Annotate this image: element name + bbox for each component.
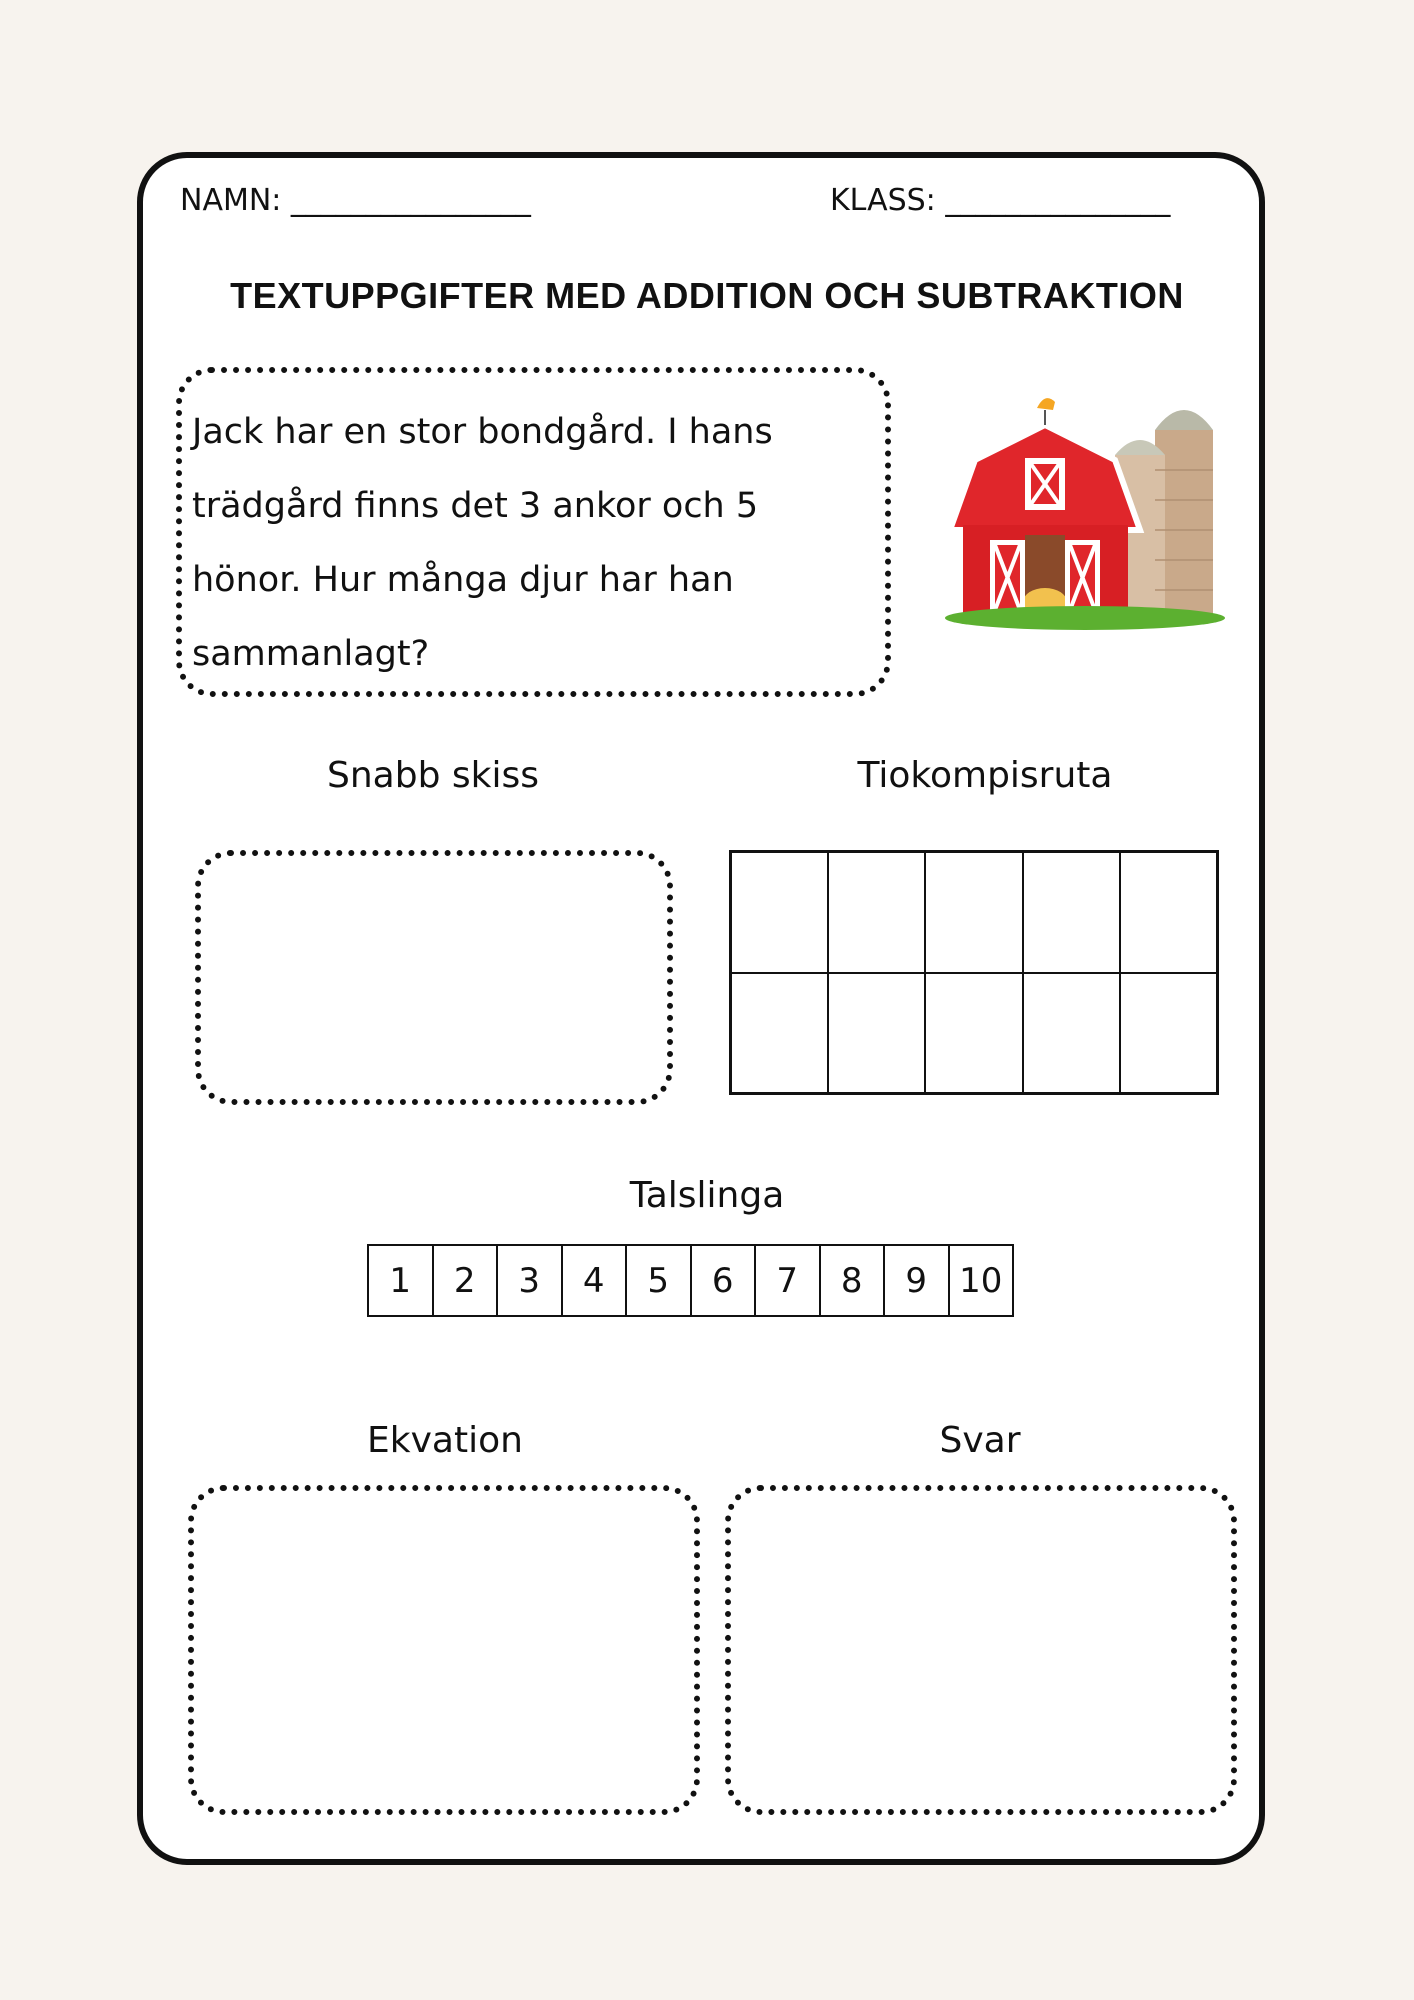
number-line (367, 1244, 1014, 1317)
equation-heading: Ekvation (367, 1420, 523, 1461)
ten-frame-cell[interactable] (925, 852, 1022, 973)
number-cell: 3 (498, 1246, 563, 1315)
ten-frame-cell[interactable] (1120, 973, 1217, 1094)
numberline-heading: Talslinga (629, 1175, 785, 1216)
ten-frame-cell[interactable] (828, 852, 925, 973)
number-cell: 6 (692, 1246, 757, 1315)
name-field-label: NAMN: ________________ (180, 183, 531, 218)
answer-heading: Svar (939, 1420, 1021, 1461)
story-line: sammanlagt? (192, 634, 430, 674)
worksheet-title: TEXTUPPGIFTER MED ADDITION OCH SUBTRAKTION (230, 275, 1184, 316)
answer-box[interactable] (725, 1485, 1237, 1815)
number-cell: 9 (885, 1246, 950, 1315)
story-line: trädgård finns det 3 ankor och 5 (192, 486, 759, 526)
class-field-label: KLASS: _______________ (830, 183, 1171, 218)
number-cell: 5 (627, 1246, 692, 1315)
sketch-box[interactable] (195, 850, 673, 1105)
story-line: Jack har en stor bondgård. I hans (192, 412, 773, 452)
ten-frame-cell[interactable] (925, 973, 1022, 1094)
number-cell: 8 (821, 1246, 886, 1315)
sketch-heading: Snabb skiss (327, 755, 539, 796)
ten-frame-cell[interactable] (1120, 852, 1217, 973)
ten-frame-cell[interactable] (1023, 852, 1120, 973)
number-cell: 7 (756, 1246, 821, 1315)
ten-frame-cell[interactable] (731, 852, 828, 973)
ten-frame-cell[interactable] (828, 973, 925, 1094)
ten-frame-cell[interactable] (731, 973, 828, 1094)
tenframe-heading: Tiokompisruta (857, 755, 1113, 796)
story-line: hönor. Hur många djur har han (192, 560, 734, 600)
number-cell: 10 (959, 1260, 1003, 1301)
story-problem-box (176, 367, 891, 697)
equation-box[interactable] (188, 1485, 700, 1815)
barn-illustration-icon (945, 380, 1245, 640)
ten-frame-grid (729, 850, 1219, 1095)
number-cell: 4 (563, 1246, 628, 1315)
number-cell: 1 (369, 1246, 434, 1315)
number-cell: 2 (434, 1246, 499, 1315)
ten-frame-cell[interactable] (1023, 973, 1120, 1094)
